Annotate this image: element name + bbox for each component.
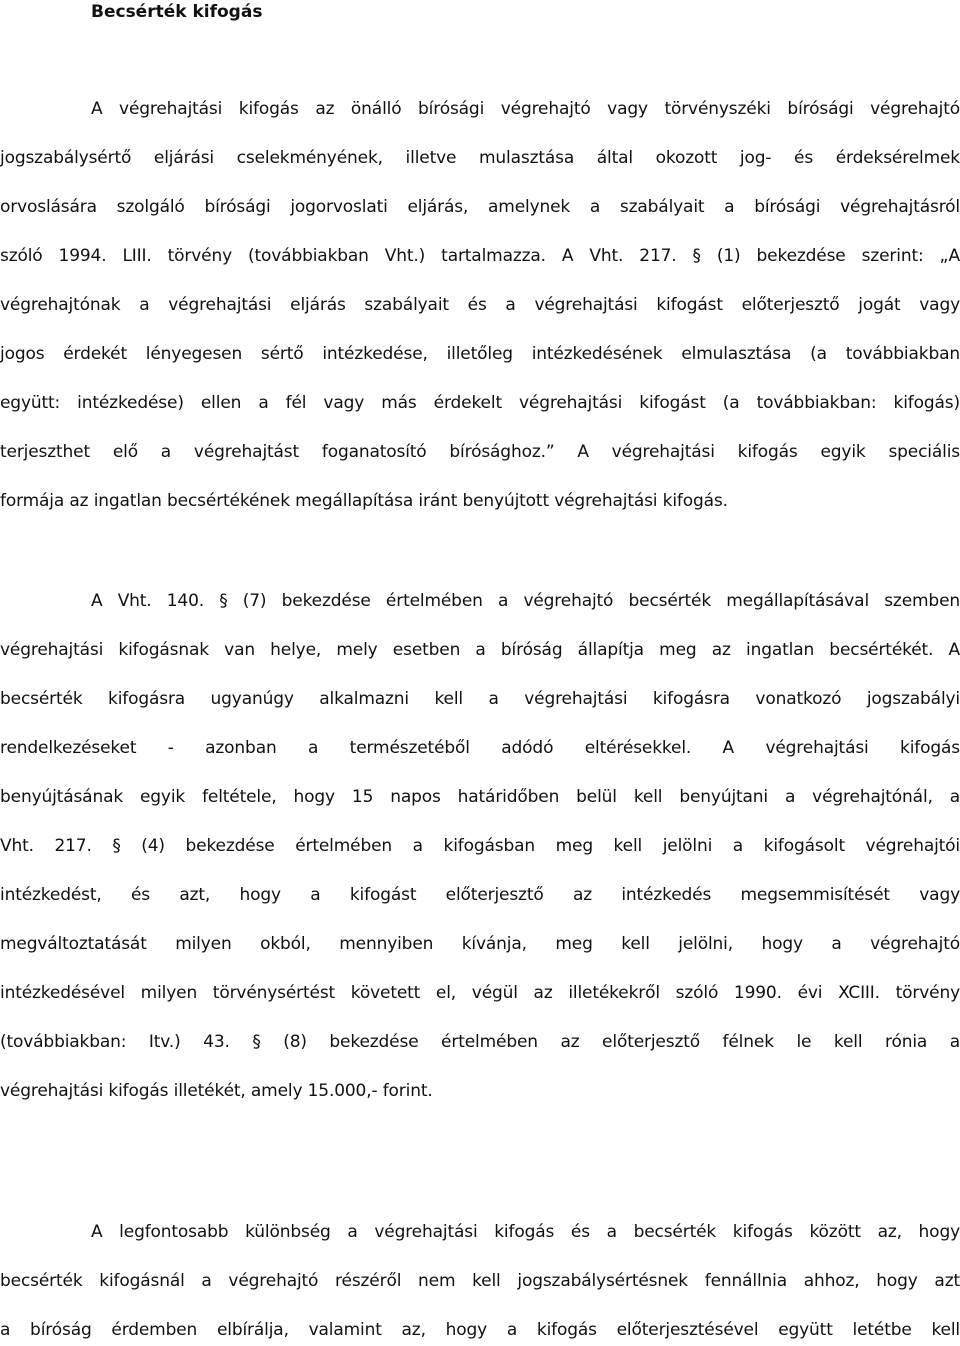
- paragraph-line: jogszabálysértő eljárási cselekményének, illetve mulasztása által okozott jog- és érdeksérelmek: [0, 148, 960, 168]
- paragraph-line: a bíróság érdemben elbírálja, valamint az, hogy a kifogás előterjesztésével együtt letétbe kell: [0, 1320, 960, 1340]
- paragraph-line: benyújtásának egyik feltétele, hogy 15 napos határidőben belül kell benyújtani a végrehajtónál, a: [0, 787, 960, 807]
- paragraph-line: A végrehajtási kifogás az önálló bírósági végrehajtó vagy törvényszéki bírósági végrehajtó: [91, 99, 960, 119]
- paragraph-line: intézkedést, és azt, hogy a kifogást előterjesztő az intézkedés megsemmisítését vagy: [0, 885, 960, 905]
- paragraph-line: A Vht. 140. § (7) bekezdése értelmében a végrehajtó becsérték megállapításával szemben: [91, 591, 960, 611]
- paragraph-line: Vht. 217. § (4) bekezdése értelmében a kifogásban meg kell jelölni a kifogásolt végrehajtói: [0, 836, 960, 856]
- paragraph-line: becsérték kifogásnál a végrehajtó részéről nem kell jogszabálysértésnek fennállnia ahhoz, hogy azt: [0, 1271, 960, 1291]
- paragraph-line: intézkedésével milyen törvénysértést követett el, végül az illetékekről szóló 1990. évi XCIII. törvény: [0, 983, 960, 1003]
- paragraph-line: jogos érdekét lényegesen sértő intézkedése, illetőleg intézkedésének elmulasztása (a továbbiakban: [0, 344, 960, 364]
- paragraph-line: orvoslására szolgáló bírósági jogorvoslati eljárás, amelynek a szabályait a bírósági végrehajtásról: [0, 197, 960, 217]
- paragraph-line: formája az ingatlan becsértékének megállapítása iránt benyújtott végrehajtási kifogás.: [0, 491, 728, 511]
- paragraph-line: együtt: intézkedése) ellen a fél vagy más érdekelt végrehajtási kifogást (a továbbiakban: kifogás): [0, 393, 960, 413]
- paragraph-line: végrehajtási kifogás illetékét, amely 15.000,- forint.: [0, 1081, 433, 1101]
- paragraph-line: terjeszthet elő a végrehajtást foganatosító bírósághoz.” A végrehajtási kifogás egyik speciális: [0, 442, 960, 462]
- paragraph-line: becsérték kifogásra ugyanúgy alkalmazni kell a végrehajtási kifogásra vonatkozó jogszabályi: [0, 689, 960, 709]
- paragraph-line: szóló 1994. LIII. törvény (továbbiakban Vht.) tartalmazza. A Vht. 217. § (1) bekezdése szerint: „A: [0, 246, 960, 266]
- paragraph-line: rendelkezéseket - azonban a természetéből adódó eltérésekkel. A végrehajtási kifogás: [0, 738, 960, 758]
- document-title: Becsérték kifogás: [91, 2, 263, 22]
- paragraph-line: végrehajtónak a végrehajtási eljárás szabályait és a végrehajtási kifogást előterjesztő jogát vagy: [0, 295, 960, 315]
- paragraph-line: megváltoztatását milyen okból, mennyiben kívánja, meg kell jelölni, hogy a végrehajtó: [0, 934, 960, 954]
- paragraph-line: A legfontosabb különbség a végrehajtási kifogás és a becsérték kifogás között az, hogy: [91, 1222, 960, 1242]
- paragraph-line: végrehajtási kifogásnak van helye, mely esetben a bíróság állapítja meg az ingatlan becsértékét. A: [0, 640, 960, 660]
- paragraph-line: (továbbiakban: Itv.) 43. § (8) bekezdése értelmében az előterjesztő félnek le kell rónia a: [0, 1032, 960, 1052]
